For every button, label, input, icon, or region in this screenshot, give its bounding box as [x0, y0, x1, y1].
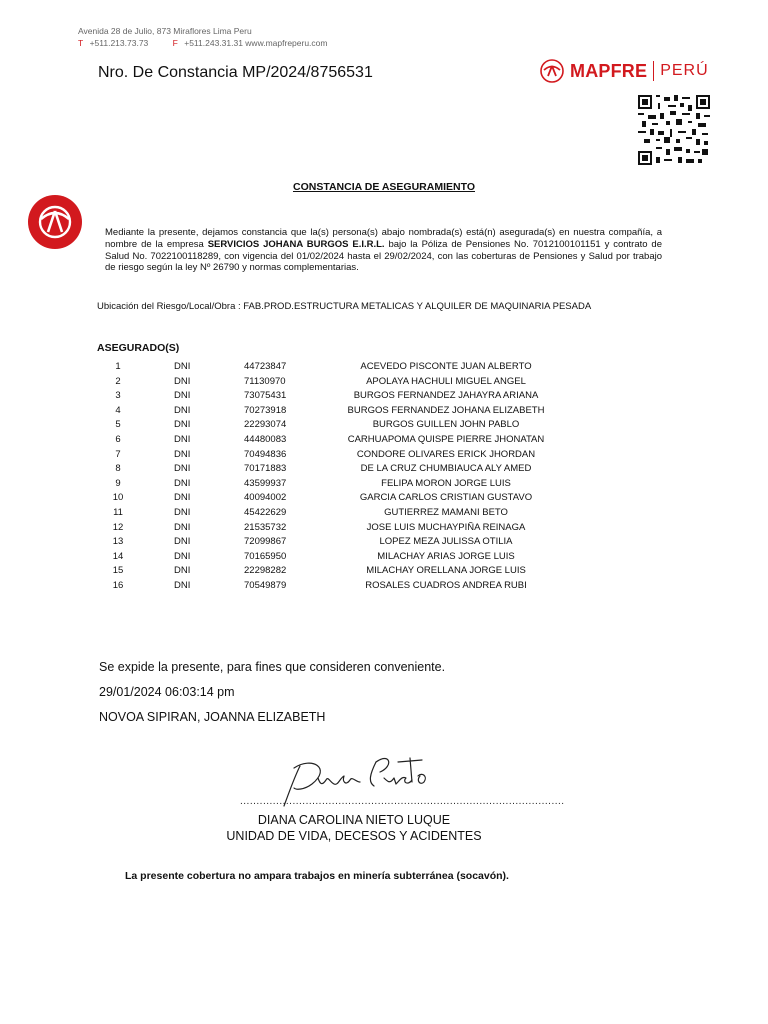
doc-type: DNI: [174, 565, 191, 577]
insured-name: LOPEZ MEZA JULISSA OTILIA: [379, 536, 513, 548]
insured-name: ROSALES CUADROS ANDREA RUBI: [365, 579, 527, 591]
doc-type: DNI: [174, 404, 191, 416]
doc-type: DNI: [174, 492, 191, 504]
doc-number: 44723847: [244, 361, 287, 372]
doc-type: DNI: [174, 550, 191, 562]
insured-name: MILACHAY ARIAS JORGE LUIS: [377, 550, 515, 562]
closing-statement: Se expide la presente, para fines que consideren conveniente.: [99, 660, 446, 674]
table-row: [108, 492, 578, 507]
doc-type: DNI: [174, 390, 191, 402]
row-index: 7: [115, 448, 121, 460]
phone-number: +511.213.73.73: [89, 38, 149, 48]
table-row: [108, 580, 578, 595]
doc-number: 22293074: [244, 419, 287, 431]
row-index: 13: [112, 536, 124, 548]
risk-location: Ubicación del Riesgo/Local/Obra : FAB.PROD.ESTRUCTURA METALICAS Y ALQUILER DE MAQUINARIA PESADA: [97, 301, 592, 312]
table-row: [108, 522, 578, 537]
signer-unit: UNIDAD DE VIDA, DECESOS Y ACIDENTES: [226, 829, 482, 843]
row-index: 2: [115, 375, 121, 387]
table-row: [108, 551, 578, 566]
row-index: 6: [115, 433, 121, 445]
insured-name: CARHUAPOMA QUISPE PIERRE JHONATAN: [347, 433, 545, 445]
doc-type: DNI: [174, 579, 191, 591]
table-row: [108, 419, 578, 434]
row-index: 14: [112, 550, 124, 562]
table-row: [108, 390, 578, 405]
insured-name: DE LA CRUZ CHUMBIAUCA ALY AMED: [360, 463, 532, 475]
insured-name: GARCIA CARLOS CRISTIAN GUSTAVO: [359, 492, 533, 504]
row-index: 15: [112, 565, 124, 577]
doc-type: DNI: [174, 433, 191, 445]
table-row: [108, 565, 578, 580]
row-index: 16: [112, 579, 124, 591]
table-row: [108, 434, 578, 449]
doc-type: DNI: [174, 506, 191, 518]
table-row: [108, 405, 578, 420]
row-index: 9: [115, 477, 121, 489]
row-index: 5: [115, 419, 121, 431]
doc-type: DNI: [174, 361, 191, 372]
doc-number: 44480083: [244, 433, 287, 445]
doc-number: 43599937: [244, 477, 287, 489]
table-row: [108, 463, 578, 478]
insured-name: ACEVEDO PISCONTE JUAN ALBERTO: [360, 361, 532, 372]
table-row: [108, 449, 578, 464]
table-row: [108, 478, 578, 493]
doc-number: 70549879: [244, 579, 287, 591]
table-row: [108, 536, 578, 551]
coverage-disclaimer: La presente cobertura no ampara trabajos en minería subterránea (socavón).: [125, 870, 509, 882]
logo-brand-text: MAPFRE: [570, 60, 648, 81]
document-title: CONSTANCIA DE ASEGURAMIENTO: [292, 181, 475, 193]
doc-number: 22298282: [244, 565, 287, 577]
row-index: 1: [115, 361, 121, 372]
insured-name: BURGOS FERNANDEZ JOHANA ELIZABETH: [347, 404, 545, 416]
company-address-block: [78, 25, 331, 49]
doc-number: 70171883: [244, 463, 287, 475]
insured-name: FELIPA MORON JORGE LUIS: [381, 477, 511, 489]
insured-name: BURGOS FERNANDEZ JAHAYRA ARIANA: [353, 390, 539, 402]
address-line: Avenida 28 de Julio, 873 Miraflores Lima Peru: [78, 26, 252, 36]
table-row: [108, 507, 578, 522]
insured-name: MILACHAY ORELLANA JORGE LUIS: [366, 565, 526, 577]
doc-type: DNI: [174, 463, 191, 475]
doc-number: 40094002: [244, 492, 287, 504]
phone-label: T: [78, 38, 84, 48]
insured-name: APOLAYA HACHULI MIGUEL ANGEL: [366, 375, 526, 387]
row-index: 4: [115, 404, 121, 416]
insured-name: CONDORE OLIVARES ERICK JHORDAN: [356, 448, 536, 460]
row-index: 3: [115, 390, 121, 402]
row-index: 12: [112, 521, 124, 533]
doc-type: DNI: [174, 521, 191, 533]
doc-number: 70494836: [244, 448, 287, 460]
insured-name: JOSE LUIS MUCHAYPIÑA REINAGA: [366, 521, 526, 533]
insured-list: [108, 361, 578, 595]
doc-number: 45422629: [244, 506, 287, 518]
fax-and-website: +511.243.31.31 www.mapfreperu.com: [184, 38, 328, 48]
doc-type: DNI: [174, 477, 191, 489]
fax-label: F: [172, 38, 178, 48]
insured-name: GUTIERREZ MAMANI BETO: [384, 506, 508, 518]
intro-text-part1: Mediante la presente, dejamos constancia que la(s) persona(s) abajo nombrada(s) está(n) asegurada(s) en nuestra compañía, a nombre de la empresa: [105, 227, 662, 250]
doc-number: 21535732: [244, 521, 287, 533]
company-name: SERVICIOS JOHANA BURGOS E.I.R.L.: [207, 238, 385, 250]
row-index: 8: [115, 463, 121, 475]
contact-line: [78, 37, 331, 49]
issuer-name: NOVOA SIPIRAN, JOANNA ELIZABETH: [99, 710, 326, 724]
doc-number: 72099867: [244, 536, 287, 548]
doc-type: DNI: [174, 536, 191, 548]
doc-type: DNI: [174, 419, 191, 431]
mapfre-seal-icon: [28, 195, 82, 249]
row-index: 10: [112, 492, 124, 504]
intro-paragraph: [105, 227, 662, 274]
doc-number: 70273918: [244, 404, 287, 416]
signature-line: ...................................................................................................: [240, 796, 565, 807]
insured-section-title: ASEGURADO(S): [97, 342, 180, 354]
table-row: [108, 376, 578, 391]
logo-country-text: PERÚ: [660, 62, 709, 79]
doc-number: 73075431: [244, 390, 287, 402]
row-index: 11: [113, 506, 123, 518]
mapfre-emblem-icon: [540, 59, 564, 83]
intro-text-part2: bajo la Póliza de Pensiones No. 7012100101151 y contrato de Salud No. 7022100118289, con vigencia del 01/02/2024 hasta el 29/02/2024, con las coberturas de Pensiones y Salud por trabajo de riesgo según la ley Nº 26790 y normas complementarias.: [105, 238, 663, 274]
signer-name: DIANA CAROLINA NIETO LUQUE: [257, 813, 451, 827]
mapfre-logo: [540, 58, 720, 84]
table-row: [108, 361, 578, 376]
signer-block: [0, 812, 708, 844]
doc-type: DNI: [174, 448, 191, 460]
doc-number: 71130970: [244, 375, 286, 387]
constancia-number: Nro. De Constancia MP/2024/8756531: [98, 64, 373, 81]
logo-separator: [653, 61, 654, 81]
issue-datetime: 29/01/2024 06:03:14 pm: [99, 685, 235, 699]
doc-type: DNI: [174, 375, 191, 387]
qr-code-icon: [638, 95, 710, 165]
doc-number: 70165950: [244, 550, 287, 562]
insured-name: BURGOS GUILLEN JOHN PABLO: [372, 419, 520, 431]
